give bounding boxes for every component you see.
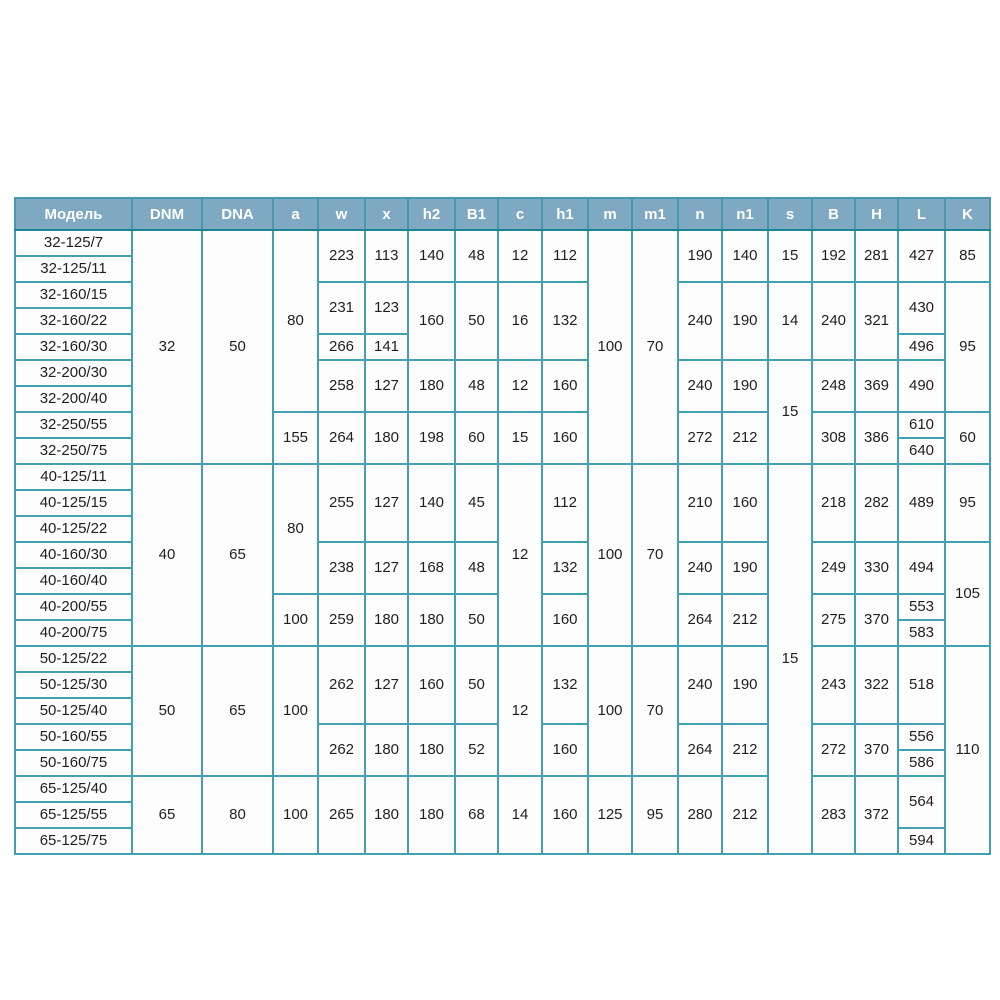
cell-h1: 112 bbox=[542, 230, 588, 282]
cell-x: 127 bbox=[365, 360, 408, 412]
cell-b1: 52 bbox=[455, 724, 498, 776]
cell-m1: 70 bbox=[632, 464, 678, 646]
cell-model: 32-200/40 bbox=[15, 386, 132, 412]
cell-b: 249 bbox=[812, 542, 855, 594]
cell-s: 14 bbox=[768, 282, 812, 360]
cell-b1: 50 bbox=[455, 594, 498, 646]
cell-x: 127 bbox=[365, 542, 408, 594]
cell-h: 369 bbox=[855, 360, 898, 412]
cell-k: 60 bbox=[945, 412, 990, 464]
column-header-m1: m1 bbox=[632, 198, 678, 230]
cell-b1: 48 bbox=[455, 230, 498, 282]
column-header-model: Модель bbox=[15, 198, 132, 230]
cell-model: 65-125/55 bbox=[15, 802, 132, 828]
cell-l: 427 bbox=[898, 230, 945, 282]
column-header-a: a bbox=[273, 198, 318, 230]
cell-x: 180 bbox=[365, 594, 408, 646]
cell-h1: 160 bbox=[542, 412, 588, 464]
column-header-w: w bbox=[318, 198, 365, 230]
cell-x: 180 bbox=[365, 776, 408, 854]
column-header-l: L bbox=[898, 198, 945, 230]
cell-m1: 70 bbox=[632, 230, 678, 464]
cell-n: 190 bbox=[678, 230, 722, 282]
cell-h2: 180 bbox=[408, 776, 455, 854]
cell-model: 32-250/55 bbox=[15, 412, 132, 438]
cell-h1: 160 bbox=[542, 724, 588, 776]
cell-l: 610 bbox=[898, 412, 945, 438]
cell-b: 283 bbox=[812, 776, 855, 854]
cell-h1: 112 bbox=[542, 464, 588, 542]
cell-h1: 132 bbox=[542, 646, 588, 724]
cell-h2: 180 bbox=[408, 360, 455, 412]
column-header-h: H bbox=[855, 198, 898, 230]
cell-n: 240 bbox=[678, 542, 722, 594]
cell-h: 321 bbox=[855, 282, 898, 360]
cell-w: 255 bbox=[318, 464, 365, 542]
cell-model: 50-125/30 bbox=[15, 672, 132, 698]
cell-dna: 80 bbox=[202, 776, 273, 854]
table-row bbox=[15, 464, 990, 490]
column-header-b1: B1 bbox=[455, 198, 498, 230]
cell-l: 553 bbox=[898, 594, 945, 620]
cell-b1: 60 bbox=[455, 412, 498, 464]
cell-dnm: 32 bbox=[132, 230, 202, 464]
cell-l: 640 bbox=[898, 438, 945, 464]
column-header-n: n bbox=[678, 198, 722, 230]
cell-n1: 212 bbox=[722, 594, 768, 646]
cell-k: 85 bbox=[945, 230, 990, 282]
cell-model: 65-125/75 bbox=[15, 828, 132, 854]
cell-h2: 168 bbox=[408, 542, 455, 594]
cell-a: 100 bbox=[273, 776, 318, 854]
column-header-n1: n1 bbox=[722, 198, 768, 230]
column-header-b: B bbox=[812, 198, 855, 230]
cell-n: 264 bbox=[678, 594, 722, 646]
cell-h: 282 bbox=[855, 464, 898, 542]
cell-n1: 190 bbox=[722, 646, 768, 724]
column-header-m: m bbox=[588, 198, 632, 230]
cell-h2: 180 bbox=[408, 594, 455, 646]
cell-x: 127 bbox=[365, 464, 408, 542]
cell-model: 32-160/30 bbox=[15, 334, 132, 360]
cell-c: 12 bbox=[498, 230, 542, 282]
column-header-h1: h1 bbox=[542, 198, 588, 230]
cell-h2: 180 bbox=[408, 724, 455, 776]
cell-b: 275 bbox=[812, 594, 855, 646]
cell-n: 210 bbox=[678, 464, 722, 542]
cell-x: 113 bbox=[365, 230, 408, 282]
cell-n1: 212 bbox=[722, 776, 768, 854]
cell-w: 259 bbox=[318, 594, 365, 646]
cell-a: 80 bbox=[273, 464, 318, 594]
cell-model: 40-160/40 bbox=[15, 568, 132, 594]
cell-n: 272 bbox=[678, 412, 722, 464]
cell-w: 238 bbox=[318, 542, 365, 594]
cell-h1: 132 bbox=[542, 282, 588, 360]
column-header-dna: DNA bbox=[202, 198, 273, 230]
cell-model: 40-160/30 bbox=[15, 542, 132, 568]
cell-b: 243 bbox=[812, 646, 855, 724]
cell-b: 272 bbox=[812, 724, 855, 776]
cell-x: 141 bbox=[365, 334, 408, 360]
cell-dnm: 50 bbox=[132, 646, 202, 776]
cell-dna: 65 bbox=[202, 646, 273, 776]
cell-b1: 50 bbox=[455, 646, 498, 724]
cell-n1: 190 bbox=[722, 360, 768, 412]
cell-model: 40-125/15 bbox=[15, 490, 132, 516]
cell-n: 264 bbox=[678, 724, 722, 776]
cell-l: 494 bbox=[898, 542, 945, 594]
table-row bbox=[15, 776, 990, 802]
cell-b: 192 bbox=[812, 230, 855, 282]
cell-n1: 190 bbox=[722, 282, 768, 360]
cell-n1: 160 bbox=[722, 464, 768, 542]
column-header-s: s bbox=[768, 198, 812, 230]
cell-b: 248 bbox=[812, 360, 855, 412]
cell-l: 594 bbox=[898, 828, 945, 854]
cell-l: 556 bbox=[898, 724, 945, 750]
cell-model: 50-160/55 bbox=[15, 724, 132, 750]
cell-l: 490 bbox=[898, 360, 945, 412]
cell-b: 218 bbox=[812, 464, 855, 542]
cell-model: 40-200/75 bbox=[15, 620, 132, 646]
cell-dnm: 40 bbox=[132, 464, 202, 646]
cell-model: 32-160/22 bbox=[15, 308, 132, 334]
cell-n: 240 bbox=[678, 646, 722, 724]
cell-a: 100 bbox=[273, 646, 318, 776]
cell-l: 496 bbox=[898, 334, 945, 360]
cell-a: 80 bbox=[273, 230, 318, 412]
cell-a: 100 bbox=[273, 594, 318, 646]
cell-dna: 50 bbox=[202, 230, 273, 464]
cell-model: 65-125/40 bbox=[15, 776, 132, 802]
cell-h: 370 bbox=[855, 724, 898, 776]
cell-h2: 160 bbox=[408, 282, 455, 360]
cell-n1: 212 bbox=[722, 412, 768, 464]
table-row bbox=[15, 646, 990, 672]
cell-model: 32-200/30 bbox=[15, 360, 132, 386]
cell-h1: 160 bbox=[542, 360, 588, 412]
cell-model: 50-160/75 bbox=[15, 750, 132, 776]
cell-c: 12 bbox=[498, 464, 542, 646]
cell-w: 264 bbox=[318, 412, 365, 464]
cell-m1: 95 bbox=[632, 776, 678, 854]
cell-k: 95 bbox=[945, 464, 990, 542]
cell-s: 15 bbox=[768, 230, 812, 282]
cell-l: 489 bbox=[898, 464, 945, 542]
cell-x: 180 bbox=[365, 412, 408, 464]
cell-w: 265 bbox=[318, 776, 365, 854]
cell-h1: 160 bbox=[542, 776, 588, 854]
cell-w: 262 bbox=[318, 724, 365, 776]
cell-l: 430 bbox=[898, 282, 945, 334]
cell-x: 123 bbox=[365, 282, 408, 334]
column-header-k: K bbox=[945, 198, 990, 230]
cell-model: 40-125/11 bbox=[15, 464, 132, 490]
cell-b: 240 bbox=[812, 282, 855, 360]
column-header-dnm: DNM bbox=[132, 198, 202, 230]
cell-c: 15 bbox=[498, 412, 542, 464]
cell-h: 370 bbox=[855, 594, 898, 646]
cell-model: 32-125/7 bbox=[15, 230, 132, 256]
cell-model: 32-125/11 bbox=[15, 256, 132, 282]
cell-k: 110 bbox=[945, 646, 990, 854]
cell-w: 262 bbox=[318, 646, 365, 724]
cell-m1: 70 bbox=[632, 646, 678, 776]
cell-h: 281 bbox=[855, 230, 898, 282]
cell-s: 15 bbox=[768, 464, 812, 854]
cell-h2: 140 bbox=[408, 230, 455, 282]
cell-dnm: 65 bbox=[132, 776, 202, 854]
cell-model: 50-125/40 bbox=[15, 698, 132, 724]
cell-h: 386 bbox=[855, 412, 898, 464]
column-header-h2: h2 bbox=[408, 198, 455, 230]
cell-n1: 140 bbox=[722, 230, 768, 282]
cell-h: 322 bbox=[855, 646, 898, 724]
cell-h1: 160 bbox=[542, 594, 588, 646]
cell-b1: 50 bbox=[455, 282, 498, 360]
cell-l: 518 bbox=[898, 646, 945, 724]
cell-model: 40-200/55 bbox=[15, 594, 132, 620]
cell-c: 16 bbox=[498, 282, 542, 360]
cell-b1: 45 bbox=[455, 464, 498, 542]
cell-m: 100 bbox=[588, 230, 632, 464]
cell-b1: 48 bbox=[455, 542, 498, 594]
cell-h2: 140 bbox=[408, 464, 455, 542]
cell-n: 240 bbox=[678, 360, 722, 412]
spec-table bbox=[14, 197, 991, 855]
cell-w: 223 bbox=[318, 230, 365, 282]
cell-m: 100 bbox=[588, 646, 632, 776]
cell-l: 586 bbox=[898, 750, 945, 776]
cell-n1: 190 bbox=[722, 542, 768, 594]
cell-k: 105 bbox=[945, 542, 990, 646]
cell-b1: 68 bbox=[455, 776, 498, 854]
header-row bbox=[15, 198, 990, 230]
cell-n: 240 bbox=[678, 282, 722, 360]
cell-n1: 212 bbox=[722, 724, 768, 776]
cell-h2: 198 bbox=[408, 412, 455, 464]
column-header-x: x bbox=[365, 198, 408, 230]
cell-x: 180 bbox=[365, 724, 408, 776]
cell-model: 32-160/15 bbox=[15, 282, 132, 308]
column-header-c: c bbox=[498, 198, 542, 230]
cell-b1: 48 bbox=[455, 360, 498, 412]
cell-c: 14 bbox=[498, 776, 542, 854]
cell-l: 583 bbox=[898, 620, 945, 646]
cell-n: 280 bbox=[678, 776, 722, 854]
cell-m: 100 bbox=[588, 464, 632, 646]
cell-c: 12 bbox=[498, 360, 542, 412]
cell-k: 95 bbox=[945, 282, 990, 412]
pump-dimensions-table bbox=[14, 197, 990, 855]
cell-h: 330 bbox=[855, 542, 898, 594]
table-row bbox=[15, 230, 990, 256]
cell-a: 155 bbox=[273, 412, 318, 464]
cell-l: 564 bbox=[898, 776, 945, 828]
cell-s: 15 bbox=[768, 360, 812, 464]
cell-w: 266 bbox=[318, 334, 365, 360]
cell-w: 231 bbox=[318, 282, 365, 334]
cell-x: 127 bbox=[365, 646, 408, 724]
cell-b: 308 bbox=[812, 412, 855, 464]
cell-model: 40-125/22 bbox=[15, 516, 132, 542]
cell-m: 125 bbox=[588, 776, 632, 854]
cell-c: 12 bbox=[498, 646, 542, 776]
cell-model: 50-125/22 bbox=[15, 646, 132, 672]
cell-dna: 65 bbox=[202, 464, 273, 646]
cell-h: 372 bbox=[855, 776, 898, 854]
cell-h1: 132 bbox=[542, 542, 588, 594]
cell-w: 258 bbox=[318, 360, 365, 412]
cell-model: 32-250/75 bbox=[15, 438, 132, 464]
cell-h2: 160 bbox=[408, 646, 455, 724]
